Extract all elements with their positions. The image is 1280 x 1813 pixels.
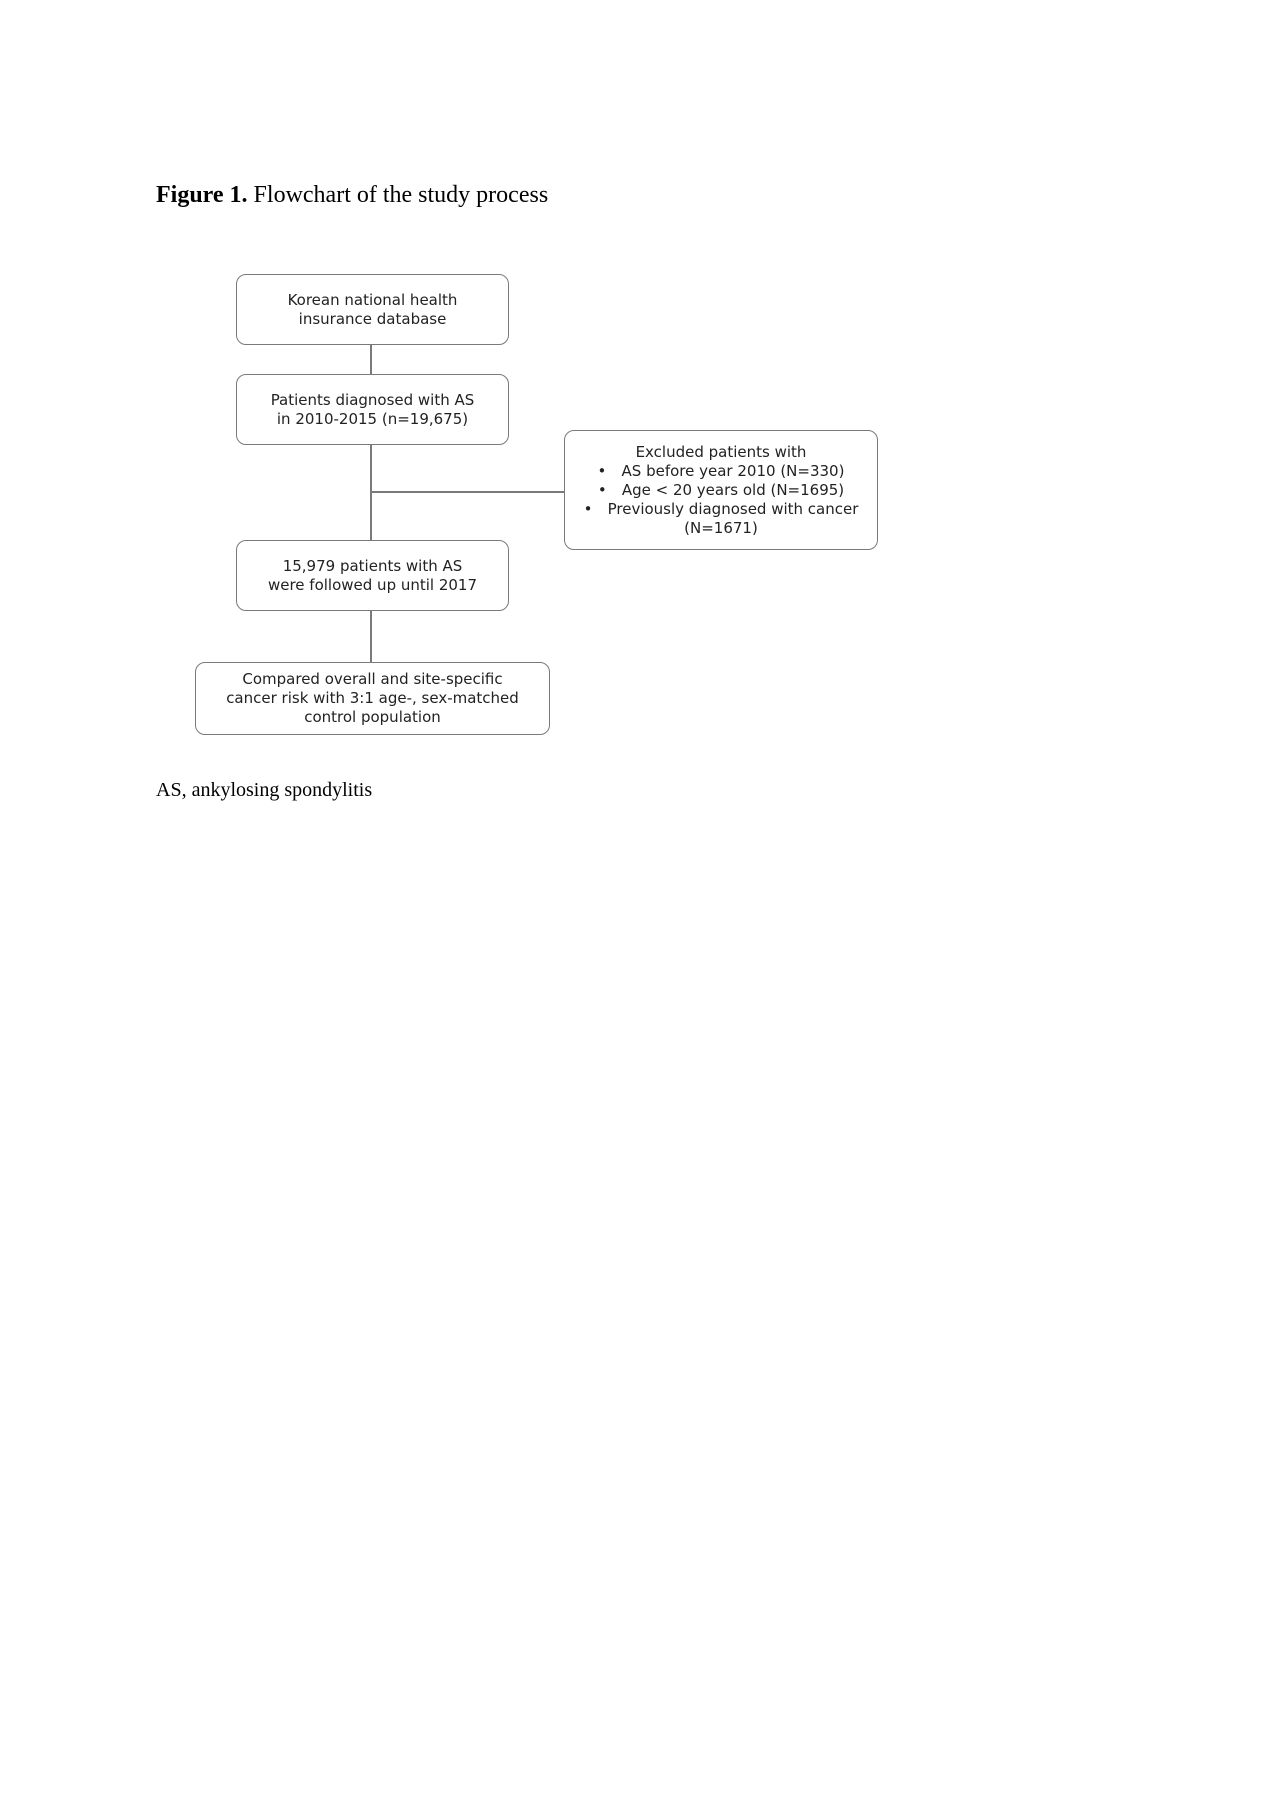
exclusion-item-text: AS before year 2010 (N=330) — [621, 461, 845, 480]
box-line: control population — [304, 708, 441, 726]
bullet-icon: • — [583, 499, 593, 518]
box-line: Patients diagnosed with AS — [270, 390, 475, 409]
bullet-icon: • — [597, 480, 607, 499]
box-line: in 2010-2015 (n=19,675) — [276, 409, 469, 428]
exclusion-item-text: Previously diagnosed with cancer — [607, 499, 859, 518]
connector-box3-box4 — [370, 610, 372, 663]
box-line: cancer risk with 3:1 age-, sex-matched — [226, 689, 519, 707]
exclusion-item-continuation: (N=1671) — [684, 518, 758, 537]
flow-box-comparison — [195, 662, 550, 735]
flow-box-exclusion — [564, 430, 878, 550]
flow-box-followup — [236, 540, 509, 611]
footnote: AS, ankylosing spondylitis — [156, 779, 373, 801]
bullet-icon: • — [597, 461, 607, 480]
exclusion-item — [565, 462, 877, 481]
box-line: were followed up until 2017 — [267, 575, 478, 594]
figure-caption — [156, 182, 548, 209]
box-line: Korean national health — [287, 290, 458, 309]
connector-to-exclusion — [370, 491, 565, 493]
flow-box-database — [236, 274, 509, 345]
box-line: 15,979 patients with AS — [282, 556, 463, 575]
exclusion-item — [565, 481, 877, 500]
exclusion-item — [565, 500, 877, 519]
figure-caption-text: Flowchart of the study process — [253, 182, 549, 208]
flow-box-diagnosed — [236, 374, 509, 445]
box-line: Compared overall and site-specific — [242, 670, 503, 688]
box-line: insurance database — [298, 309, 447, 328]
exclusion-title: Excluded patients with — [635, 442, 807, 461]
connector-box1-box2 — [370, 344, 372, 374]
exclusion-item-text: Age < 20 years old (N=1695) — [621, 480, 845, 499]
figure-label: Figure 1. — [156, 182, 248, 208]
